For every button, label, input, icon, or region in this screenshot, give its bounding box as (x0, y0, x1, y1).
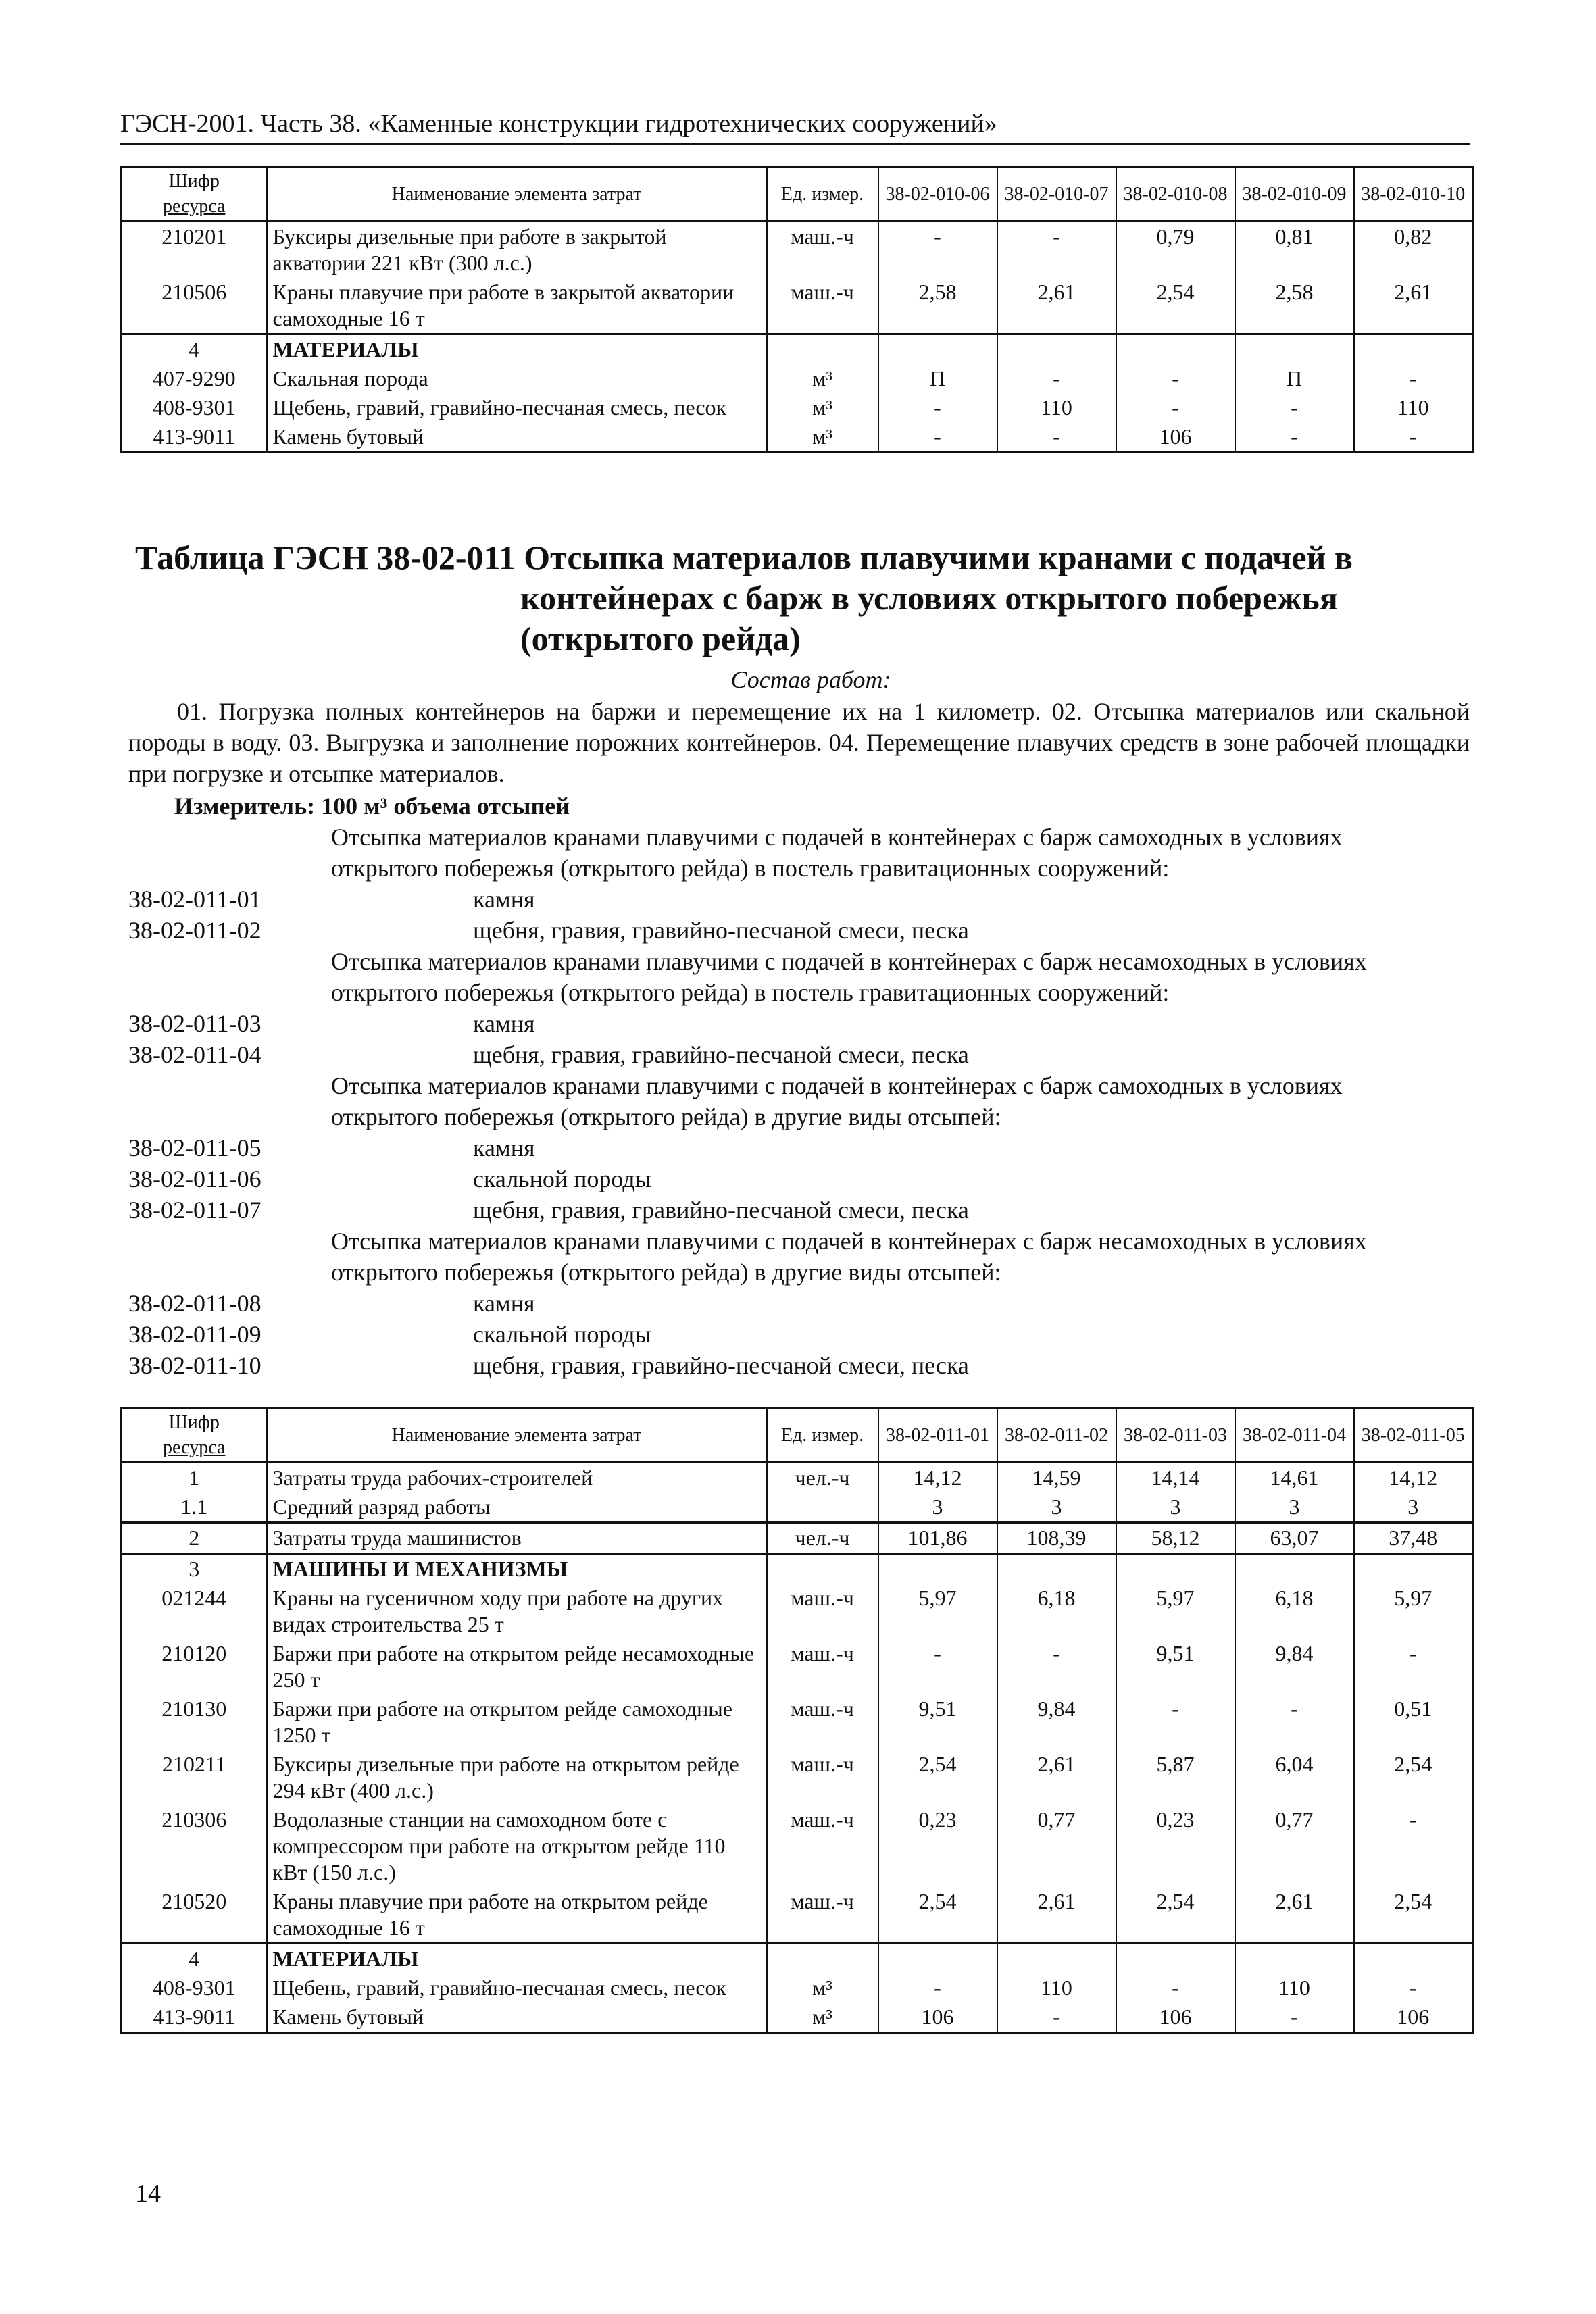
col-header-norm: 38-02-010-06 (878, 167, 997, 222)
section-row (122, 1554, 1473, 1584)
value-cell: - (997, 1639, 1116, 1694)
resource-code: 210520 (122, 1887, 267, 1944)
col-header-unit: Ед. измер. (767, 167, 878, 222)
value-cell: 0,82 (1354, 222, 1473, 278)
value-cell: 110 (997, 393, 1116, 422)
work-composition-label: Состав работ: (730, 666, 891, 693)
value-cell (1235, 1554, 1354, 1584)
resource-code: 2 (122, 1523, 267, 1554)
unit-cell: м³ (767, 393, 878, 422)
unit-cell: чел.-ч (767, 1523, 878, 1554)
norm-text: скальной породы (473, 1165, 651, 1192)
table-row (122, 222, 1473, 278)
value-cell (878, 1944, 997, 1974)
resource-code: 3 (122, 1554, 267, 1584)
value-cell: - (1116, 1973, 1235, 2003)
unit-cell (767, 1944, 878, 1974)
value-cell: 0,79 (1116, 222, 1235, 278)
value-cell: - (1235, 2003, 1354, 2033)
value-cell: 2,54 (1354, 1750, 1473, 1805)
norm-text: щебня, гравия, гравийно-песчаной смеси, песка (473, 917, 969, 944)
section-row (122, 334, 1473, 365)
value-cell: 106 (878, 2003, 997, 2033)
col-header-norm: 38-02-011-02 (997, 1408, 1116, 1463)
table-row (122, 1463, 1473, 1493)
value-cell: - (1116, 364, 1235, 393)
page-number: 14 (135, 2180, 161, 2208)
resource-code: 210130 (122, 1694, 267, 1750)
value-cell: - (1354, 1639, 1473, 1694)
resource-name: МАТЕРИАЛЫ (267, 1944, 767, 1974)
table-row (122, 1492, 1473, 1523)
measure-unit: Измеритель: 100 м³ объема отсыпей (174, 793, 570, 820)
list-item (128, 1350, 1473, 1381)
value-cell: 58,12 (1116, 1523, 1235, 1554)
value-cell (878, 334, 997, 365)
value-cell: 2,61 (997, 1887, 1116, 1944)
value-cell: - (1116, 1694, 1235, 1750)
table-title: Таблица ГЭСН 38-02-011 Отсыпка материалов плавучими кранами с подачей в контейнерах с барж в условиях открытого побережья (открытого рейда) (135, 538, 1353, 657)
norm-text: щебня, гравия, гравийно-песчаной смеси, песка (473, 1352, 969, 1379)
value-cell: 0,23 (1116, 1805, 1235, 1887)
resource-name: Краны плавучие при работе на открытом рейде самоходные 16 т (267, 1887, 767, 1944)
value-cell: - (878, 222, 997, 278)
resource-code: 210306 (122, 1805, 267, 1887)
norm-code: 38-02-011-10 (128, 1352, 261, 1379)
value-cell (1354, 334, 1473, 365)
value-cell: 2,58 (878, 278, 997, 334)
value-cell: 5,87 (1116, 1750, 1235, 1805)
value-cell (1354, 1944, 1473, 1974)
value-cell: - (997, 364, 1116, 393)
resource-table-1 (120, 166, 1474, 453)
value-cell: 9,51 (1116, 1639, 1235, 1694)
value-cell: 2,54 (1354, 1887, 1473, 1944)
table-header-row (122, 1408, 1473, 1463)
value-cell (997, 1554, 1116, 1584)
col-header-norm: 38-02-011-01 (878, 1408, 997, 1463)
unit-cell: маш.-ч (767, 1639, 878, 1694)
norm-text: камня (473, 886, 535, 913)
col-header-norm: 38-02-010-10 (1354, 167, 1473, 222)
resource-name: Буксиры дизельные при работе на открытом рейде 294 кВт (400 л.с.) (267, 1750, 767, 1805)
table-row (122, 1805, 1473, 1887)
value-cell: 110 (997, 1973, 1116, 2003)
group-description: Отсыпка материалов кранами плавучими с подачей в контейнерах с барж несамоходных в условиях открытого побережья (открытого рейда) в другие виды отсыпей: (331, 1228, 1367, 1286)
value-cell: 3 (997, 1492, 1116, 1523)
resource-name: Скальная порода (267, 364, 767, 393)
resource-code: 408-9301 (122, 1973, 267, 2003)
table-header-row (122, 167, 1473, 222)
resource-table-2 (120, 1407, 1474, 2034)
list-item (128, 1319, 1473, 1350)
value-cell (1116, 334, 1235, 365)
norm-code: 38-02-011-06 (128, 1165, 261, 1192)
value-cell: 5,97 (1354, 1584, 1473, 1639)
resource-name: Средний разряд работы (267, 1492, 767, 1523)
value-cell: 6,18 (1235, 1584, 1354, 1639)
col-header-norm: 38-02-010-08 (1116, 167, 1235, 222)
resource-code: 021244 (122, 1584, 267, 1639)
unit-cell: м³ (767, 364, 878, 393)
norm-code: 38-02-011-02 (128, 917, 261, 944)
resource-code: 1.1 (122, 1492, 267, 1523)
value-cell: 0,77 (997, 1805, 1116, 1887)
value-cell: 2,54 (878, 1887, 997, 1944)
col-header-norm: 38-02-010-07 (997, 167, 1116, 222)
value-cell: - (878, 393, 997, 422)
value-cell: 106 (1116, 2003, 1235, 2033)
col-header-norm: 38-02-011-05 (1354, 1408, 1473, 1463)
value-cell: 14,14 (1116, 1463, 1235, 1493)
value-cell: - (878, 1973, 997, 2003)
value-cell: 0,51 (1354, 1694, 1473, 1750)
value-cell: 3 (1235, 1492, 1354, 1523)
value-cell (1116, 1944, 1235, 1974)
unit-cell: чел.-ч (767, 1463, 878, 1493)
resource-name: Камень бутовый (267, 2003, 767, 2033)
unit-cell: маш.-ч (767, 278, 878, 334)
value-cell: 2,54 (1116, 1887, 1235, 1944)
table-row (122, 1523, 1473, 1554)
resource-code: 408-9301 (122, 393, 267, 422)
table-row (122, 1750, 1473, 1805)
value-cell: - (1235, 1694, 1354, 1750)
value-cell (1235, 334, 1354, 365)
resource-name: Камень бутовый (267, 422, 767, 453)
running-header: ГЭСН-2001. Часть 38. «Каменные конструкции гидротехнических сооружений» (120, 107, 1470, 145)
col-header-code: Шифр ресурса (122, 167, 267, 222)
section-row (122, 1944, 1473, 1974)
group-description: Отсыпка материалов кранами плавучими с подачей в контейнерах с барж самоходных в условиях открытого побережья (открытого рейда) в постель гравитационных сооружений: (331, 824, 1343, 882)
unit-cell: маш.-ч (767, 1750, 878, 1805)
value-cell: - (997, 422, 1116, 453)
table-row (122, 1973, 1473, 2003)
value-cell: - (1354, 1805, 1473, 1887)
value-cell (1116, 1554, 1235, 1584)
norm-text: щебня, гравия, гравийно-песчаной смеси, песка (473, 1041, 969, 1068)
value-cell: - (1235, 393, 1354, 422)
resource-name: Водолазные станции на самоходном боте с компрессором при работе на открытом рейде 110 кВт (150 л.с.) (267, 1805, 767, 1887)
norm-code: 38-02-011-09 (128, 1321, 261, 1348)
value-cell: - (997, 222, 1116, 278)
resource-name: Баржи при работе на открытом рейде самоходные 1250 т (267, 1694, 767, 1750)
value-cell (1235, 1944, 1354, 1974)
resource-name: Краны на гусеничном ходу при работе на других видах строительства 25 т (267, 1584, 767, 1639)
resource-name: Затраты труда машинистов (267, 1523, 767, 1554)
value-cell: 9,51 (878, 1694, 997, 1750)
resource-name: Затраты труда рабочих-строителей (267, 1463, 767, 1493)
resource-name: Щебень, гравий, гравийно-песчаная смесь, песок (267, 393, 767, 422)
resource-code: 210201 (122, 222, 267, 278)
unit-cell: маш.-ч (767, 1584, 878, 1639)
col-header-unit: Ед. измер. (767, 1408, 878, 1463)
table-row (122, 1694, 1473, 1750)
list-item (128, 1039, 1473, 1070)
value-cell: 3 (1354, 1492, 1473, 1523)
value-cell: 14,12 (878, 1463, 997, 1493)
value-cell: 0,77 (1235, 1805, 1354, 1887)
resource-code: 4 (122, 1944, 267, 1974)
value-cell (997, 334, 1116, 365)
norm-code: 38-02-011-01 (128, 886, 261, 913)
norm-code: 38-02-011-08 (128, 1290, 261, 1317)
value-cell: - (1354, 422, 1473, 453)
value-cell: 37,48 (1354, 1523, 1473, 1554)
work-composition-text: 01. Погрузка полных контейнеров на баржи и перемещение их на 1 километр. 02. Отсыпка материалов или скальной породы в воду. 03. Выгрузка и заполнение порожних контейнеров. 04. Перемещение плавучих средств в зоне рабочей площадки при погрузке и отсыпке материалов. (128, 698, 1470, 787)
unit-cell: маш.-ч (767, 222, 878, 278)
col-header-norm: 38-02-011-04 (1235, 1408, 1354, 1463)
col-header-name: Наименование элемента затрат (267, 167, 767, 222)
value-cell: 0,81 (1235, 222, 1354, 278)
table-row (122, 2003, 1473, 2033)
list-item (128, 1163, 1473, 1194)
norm-text: камня (473, 1134, 535, 1161)
value-cell: - (1354, 364, 1473, 393)
unit-cell: м³ (767, 422, 878, 453)
value-cell: - (878, 422, 997, 453)
table-row (122, 422, 1473, 453)
resource-code: 4 (122, 334, 267, 365)
value-cell: 14,61 (1235, 1463, 1354, 1493)
resource-code: 210506 (122, 278, 267, 334)
value-cell (878, 1554, 997, 1584)
value-cell: 108,39 (997, 1523, 1116, 1554)
group-description: Отсыпка материалов кранами плавучими с подачей в контейнерах с барж самоходных в условиях открытого побережья (открытого рейда) в другие виды отсыпей: (331, 1072, 1343, 1130)
norm-code: 38-02-011-07 (128, 1197, 261, 1224)
unit-cell (767, 1492, 878, 1523)
value-cell: 5,97 (878, 1584, 997, 1639)
value-cell: - (1116, 393, 1235, 422)
resource-name: МАТЕРИАЛЫ (267, 334, 767, 365)
value-cell: 101,86 (878, 1523, 997, 1554)
value-cell: 2,61 (1354, 278, 1473, 334)
resource-name: Буксиры дизельные при работе в закрытой акватории 221 кВт (300 л.с.) (267, 222, 767, 278)
norm-text: скальной породы (473, 1321, 651, 1348)
value-cell: 14,59 (997, 1463, 1116, 1493)
value-cell: 14,12 (1354, 1463, 1473, 1493)
resource-name: МАШИНЫ И МЕХАНИЗМЫ (267, 1554, 767, 1584)
value-cell: 106 (1354, 2003, 1473, 2033)
value-cell: П (1235, 364, 1354, 393)
unit-cell: маш.-ч (767, 1805, 878, 1887)
norm-text: камня (473, 1010, 535, 1037)
list-item (128, 915, 1473, 946)
resource-code: 407-9290 (122, 364, 267, 393)
value-cell: 2,61 (997, 1750, 1116, 1805)
norm-code: 38-02-011-03 (128, 1010, 261, 1037)
resource-code: 1 (122, 1463, 267, 1493)
resource-name: Баржи при работе на открытом рейде несамоходные 250 т (267, 1639, 767, 1694)
unit-cell: маш.-ч (767, 1887, 878, 1944)
list-item (128, 1008, 1473, 1039)
value-cell: - (997, 2003, 1116, 2033)
value-cell: 0,23 (878, 1805, 997, 1887)
resource-code: 413-9011 (122, 422, 267, 453)
unit-cell (767, 334, 878, 365)
resource-name: Щебень, гравий, гравийно-песчаная смесь, песок (267, 1973, 767, 2003)
table-row (122, 364, 1473, 393)
col-header-name: Наименование элемента затрат (267, 1408, 767, 1463)
value-cell: 5,97 (1116, 1584, 1235, 1639)
value-cell: 2,54 (878, 1750, 997, 1805)
unit-cell: м³ (767, 1973, 878, 2003)
value-cell: 3 (878, 1492, 997, 1523)
unit-cell: маш.-ч (767, 1694, 878, 1750)
resource-name: Краны плавучие при работе в закрытой акватории самоходные 16 т (267, 278, 767, 334)
value-cell: - (878, 1639, 997, 1694)
value-cell: 3 (1116, 1492, 1235, 1523)
value-cell (1354, 1554, 1473, 1584)
norm-items-list (128, 822, 1473, 1381)
list-item (128, 884, 1473, 915)
col-header-code: Шифр ресурса (122, 1408, 267, 1463)
value-cell: 9,84 (997, 1694, 1116, 1750)
table-row (122, 1584, 1473, 1639)
group-description: Отсыпка материалов кранами плавучими с подачей в контейнерах с барж несамоходных в условиях открытого побережья (открытого рейда) в постель гравитационных сооружений: (331, 948, 1367, 1006)
list-item (128, 1288, 1473, 1319)
unit-cell (767, 1554, 878, 1584)
list-item (128, 1132, 1473, 1163)
resource-code: 413-9011 (122, 2003, 267, 2033)
resource-code: 210120 (122, 1639, 267, 1694)
value-cell: 9,84 (1235, 1639, 1354, 1694)
norm-text: камня (473, 1290, 535, 1317)
value-cell: 63,07 (1235, 1523, 1354, 1554)
col-header-norm: 38-02-010-09 (1235, 167, 1354, 222)
value-cell: 6,18 (997, 1584, 1116, 1639)
norm-text: щебня, гравия, гравийно-песчаной смеси, песка (473, 1197, 969, 1224)
value-cell: П (878, 364, 997, 393)
table-row (122, 1887, 1473, 1944)
value-cell: 6,04 (1235, 1750, 1354, 1805)
value-cell: 2,61 (997, 278, 1116, 334)
value-cell: 2,54 (1116, 278, 1235, 334)
table-row (122, 1639, 1473, 1694)
col-header-norm: 38-02-011-03 (1116, 1408, 1235, 1463)
norm-code: 38-02-011-05 (128, 1134, 261, 1161)
value-cell: 110 (1235, 1973, 1354, 2003)
table-row (122, 393, 1473, 422)
norm-code: 38-02-011-04 (128, 1041, 261, 1068)
value-cell: 106 (1116, 422, 1235, 453)
value-cell: 2,58 (1235, 278, 1354, 334)
resource-code: 210211 (122, 1750, 267, 1805)
value-cell: 110 (1354, 393, 1473, 422)
value-cell: - (1235, 422, 1354, 453)
value-cell (997, 1944, 1116, 1974)
value-cell: - (1354, 1973, 1473, 2003)
value-cell: 2,61 (1235, 1887, 1354, 1944)
list-item (128, 1194, 1473, 1226)
table-row (122, 278, 1473, 334)
unit-cell: м³ (767, 2003, 878, 2033)
